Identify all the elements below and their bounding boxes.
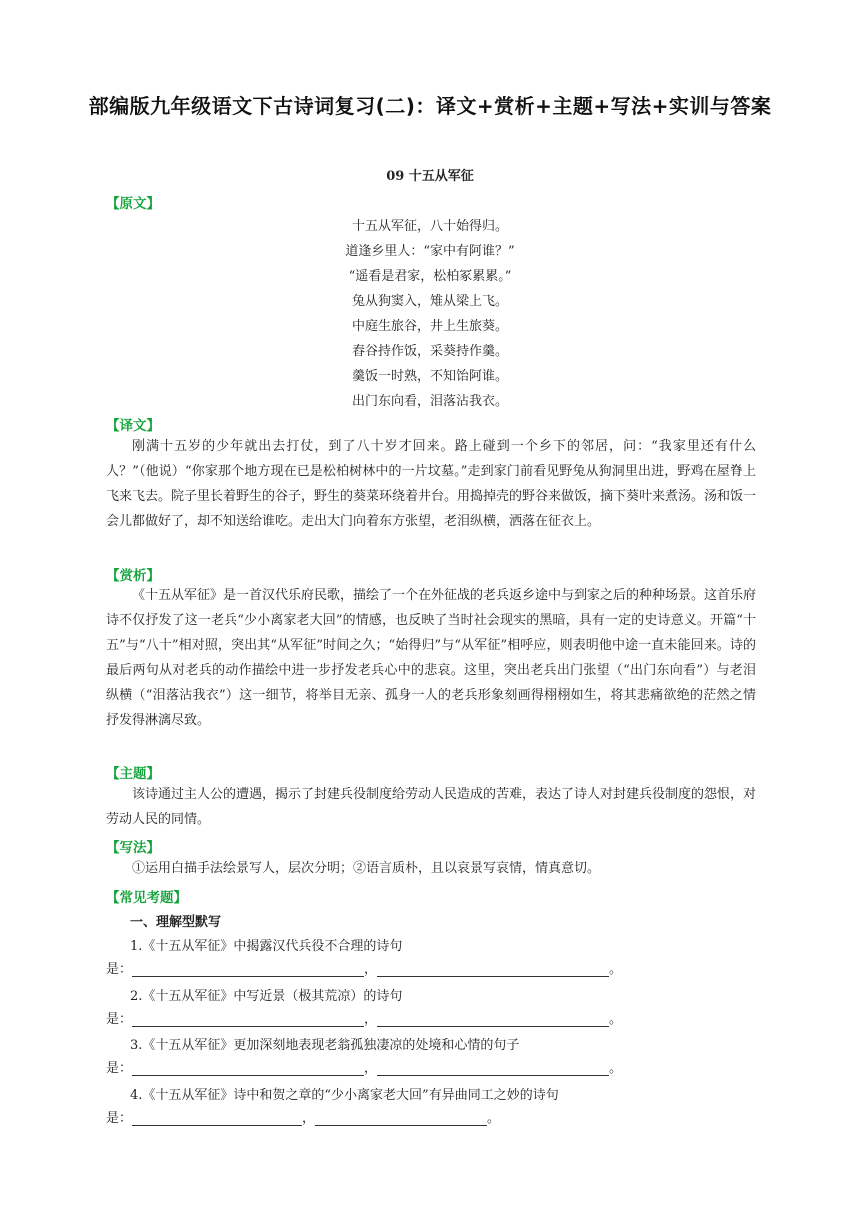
answer-period: 。 [609,962,623,977]
answer-comma: ， [364,1061,378,1076]
appreciation-paragraph: 《十五从军征》是一首汉代乐府民歌，描绘了一个在外征战的老兵返乡途中与到家之后的种种场景。这首乐府诗不仅抒发了这一老兵“少小离家老大回”的情感，也反映了当时社会现实的黑暗，具有一定的史诗意义。开篇“十五”与“八十”相对照，突出其“从军征”时间之久；“始得归”与“从军征”相呼应，则表明他中途一直未能回来。诗的最后两句从对老兵的动作描绘中进一步抒发老兵心中的悲哀。这里，突出老兵出门张望（“出门东向看”）与老泪纵横（“泪落沾我衣”）这一细节，将举目无亲、孤身一人的老兵形象刻画得栩栩如生，将其悲痛欲绝的茫然之情抒发得淋漓尽致。 [106,588,757,728]
poem-line: 道逢乡里人：“家中有阿谁？” [345,244,515,259]
section-original-label: 【原文】 [106,196,160,212]
poem-line: 出门东向看，泪落沾我衣。 [351,394,508,409]
poem-title: 09 十五从军征 [386,169,474,184]
question-2: 2.《十五从军征》中写近景（极其荒凉）的诗句 [130,989,403,1004]
question-1: 1.《十五从军征》中揭露汉代兵役不合理的诗句 [130,939,403,954]
answer-blank[interactable] [132,962,364,977]
section-appreciation-label: 【赏析】 [106,568,160,584]
answer-blank[interactable] [132,1061,364,1076]
answer-blank[interactable] [377,1061,609,1076]
answer-comma: ， [302,1111,316,1126]
section-questions-label: 【常见考题】 [106,890,187,906]
poem-text [0,214,860,414]
question-4: 4.《十五从军征》诗中和贺之章的“少小离家老大回”有异曲同工之妙的诗句 [130,1088,559,1103]
answer-blank[interactable] [377,962,609,977]
answer-line-1 [106,958,622,977]
answer-line-3 [106,1057,622,1076]
answer-period: 。 [609,1061,623,1076]
poem-line: 十五从军征，八十始得归。 [351,219,508,234]
answer-blank[interactable] [132,1111,302,1126]
answer-blank[interactable] [315,1111,487,1126]
poem-line: 舂谷持作饭，采葵持作羹。 [351,344,508,359]
poem-line: 羹饭一时熟，不知饴阿谁。 [351,369,508,384]
answer-line-2 [106,1008,622,1027]
writing-paragraph: ①运用白描手法绘景写人，层次分明；②语言质朴，且以哀景写哀情，情真意切。 [132,861,601,876]
section-theme-label: 【主题】 [106,766,160,782]
question-3: 3.《十五从军征》更加深刻地表现老翁孤独凄凉的处境和心情的句子 [130,1038,520,1053]
answer-blank[interactable] [132,1012,364,1027]
answer-blank[interactable] [377,1012,609,1027]
document-title: 部编版九年级语文下古诗词复习(二)：译文+赏析+主题+写法+实训与答案 [88,94,772,118]
poem-line: 兔从狗窦入，雉从梁上飞。 [351,294,508,309]
poem-line: 中庭生旅谷，井上生旅葵。 [351,319,508,334]
answer-prefix: 是： [106,962,133,977]
section-writing-label: 【写法】 [106,840,160,856]
answer-prefix: 是： [106,1111,133,1126]
theme-paragraph: 该诗通过主人公的遭遇，揭示了封建兵役制度给劳动人民造成的苦难，表达了诗人对封建兵役制度的怨恨，对劳动人民的同情。 [106,787,757,827]
section-translation-label: 【译文】 [106,418,160,434]
translation-paragraph: 刚满十五岁的少年就出去打仗，到了八十岁才回来。路上碰到一个乡下的邻居，问：“我家里还有什么人？”（他说）“你家那个地方现在已是松柏树林中的一片坟墓。”走到家门前看见野兔从狗洞里出进，野鸡在屋脊上飞来飞去。院子里长着野生的谷子，野生的葵菜环绕着井台。用捣掉壳的野谷来做饭，摘下葵叶来煮汤。汤和饭一会儿都做好了，却不知送给谁吃。走出大门向着东方张望，老泪纵横，洒落在征衣上。 [106,439,757,529]
answer-comma: ， [364,1012,378,1027]
answer-prefix: 是： [106,1012,133,1027]
poem-line: “遥看是君家，松柏冢累累。” [348,269,512,284]
question-group-title: 一、理解型默写 [130,915,222,930]
answer-prefix: 是： [106,1061,133,1076]
answer-comma: ， [364,962,378,977]
answer-period: 。 [609,1012,623,1027]
answer-period: 。 [487,1111,501,1126]
answer-line-4 [106,1107,500,1126]
